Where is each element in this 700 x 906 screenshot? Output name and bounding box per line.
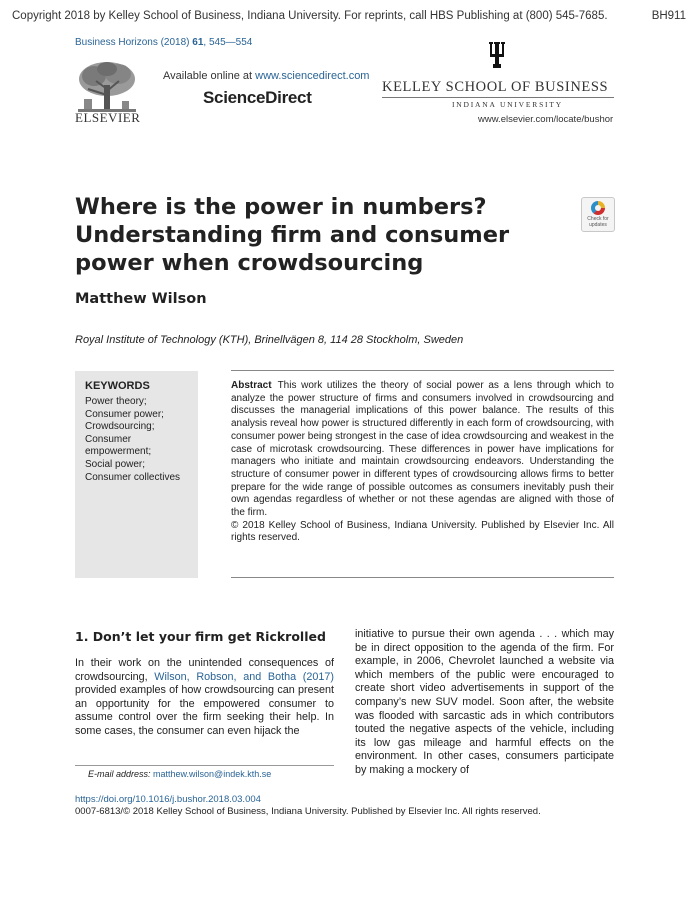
elsevier-wordmark: ELSEVIER: [75, 110, 141, 125]
indiana-university-wordmark: INDIANA UNIVERSITY: [452, 100, 563, 109]
body-column-left: [75, 657, 334, 739]
section-heading: 1. Don’t let your firm get Rickrolled: [75, 629, 326, 644]
doi-link[interactable]: https://doi.org/10.1016/j.bushor.2018.03.004: [75, 794, 261, 805]
copyright-notice: Copyright 2018 by Kelley School of Business, Indiana University. For reprints, call HBS Publishing at (800) 545-7685.: [12, 10, 608, 22]
citation-link[interactable]: Wilson, Robson, and Botha (2017): [154, 670, 334, 683]
keyword-item: Social power;: [85, 458, 146, 470]
keyword-item: Consumer: [85, 433, 132, 445]
document-code: BH911: [651, 10, 686, 22]
body-column-right: initiative to pursue their own agenda . . . which may be in direct opposition to the agenda of the firm. For example, in 2006, Chevrolet launched a website via which members of the public were encouraged to create short video advertisements in support of the company’s new SUV model. Soon after, the website was flooded with sarcastic ads in which contributors touted the negative aspects of the vehicle, including its low gas mileage and harmful effects on the environment. In other cases, consumers participate by making a mockery of: [355, 628, 614, 776]
abstract: [231, 380, 614, 545]
keyword-item: empowerment;: [85, 446, 152, 458]
journal-volume: 61: [192, 37, 204, 48]
issn-line: 0007-6813/© 2018 Kelley School of Business, Indiana University. Published by Elsevier Inc. All rights reserved.: [75, 806, 541, 817]
available-online: [163, 70, 369, 82]
keywords-heading: KEYWORDS: [85, 380, 150, 392]
email-link[interactable]: matthew.wilson@indek.kth.se: [153, 769, 272, 779]
iu-trident-logo: [485, 40, 509, 70]
available-online-label: Available online at: [163, 70, 256, 82]
keyword-item: Crowdsourcing;: [85, 421, 155, 433]
journal-pages: , 545—554: [203, 37, 253, 48]
check-for-updates-icon[interactable]: [581, 197, 615, 232]
journal-reference[interactable]: [75, 37, 252, 48]
footnote-rule: [75, 765, 334, 766]
footnote-label: E-mail address:: [88, 769, 154, 779]
abstract-text: This work utilizes the theory of social power as a lens through which to analyze the power structure of firms and consumers involved in crowdsourcing and discusses the managerial implications of this power balance. The results of this analysis reveal how power is structured differently in each form of crowdsourcing, with consumer power being strongest in the case of idea crowdsourcing and weakest in the case of microtask crowdsourcing. These differences in power have implications for managers who initiate and maintain crowdsourcing endeavors. Understanding the structure of consumer power in different types of crowdsourcing allows firms to better prepare for the wide range of possible outcomes as consumers inevitably push their own agendas regardless of whether or not these agendas are aligned with those of the firm.: [231, 380, 614, 519]
sciencedirect-logo: ScienceDirect: [203, 88, 312, 107]
body-text: In their work on the unintended consequences of crowdsourcing,: [75, 657, 334, 683]
author-name[interactable]: Matthew Wilson: [75, 291, 207, 307]
article-title: Where is the power in numbers? Understanding firm and consumer power when crowdsourcing: [75, 194, 510, 276]
sciencedirect-link[interactable]: www.sciencedirect.com: [255, 70, 370, 82]
abstract-top-rule: [231, 370, 614, 371]
kelley-divider: [382, 97, 614, 98]
abstract-rights: © 2018 Kelley School of Business, Indiana University. Published by Elsevier Inc. All rights reserved.: [231, 519, 614, 544]
abstract-label: Abstract: [231, 380, 272, 391]
journal-homepage-url[interactable]: www.elsevier.com/locate/bushor: [478, 114, 614, 125]
keyword-item: Consumer collectives: [85, 471, 181, 483]
check-updates-label: Check for updates: [587, 216, 609, 228]
kelley-school-wordmark: KELLEY SCHOOL OF BUSINESS: [382, 79, 609, 95]
keyword-item: Consumer power;: [85, 408, 164, 420]
body-text: provided examples of how crowdsourcing can present an opportunity for the empowered consumer to assume control over the firm seeking their help. In some cases, the consumer can even hijack the: [75, 684, 334, 737]
author-affiliation: Royal Institute of Technology (KTH), Brinellvägen 8, 114 28 Stockholm, Sweden: [75, 334, 464, 346]
check-updates-ring-icon: [591, 201, 605, 215]
abstract-bottom-rule: [231, 577, 614, 578]
keyword-item: Power theory;: [85, 396, 147, 407]
footnote: [88, 769, 271, 779]
abstract-paragraph: [231, 380, 614, 520]
keywords-box: [75, 371, 198, 578]
keywords-list: [85, 396, 180, 484]
journal-name: Business Horizons (2018): [75, 37, 193, 48]
